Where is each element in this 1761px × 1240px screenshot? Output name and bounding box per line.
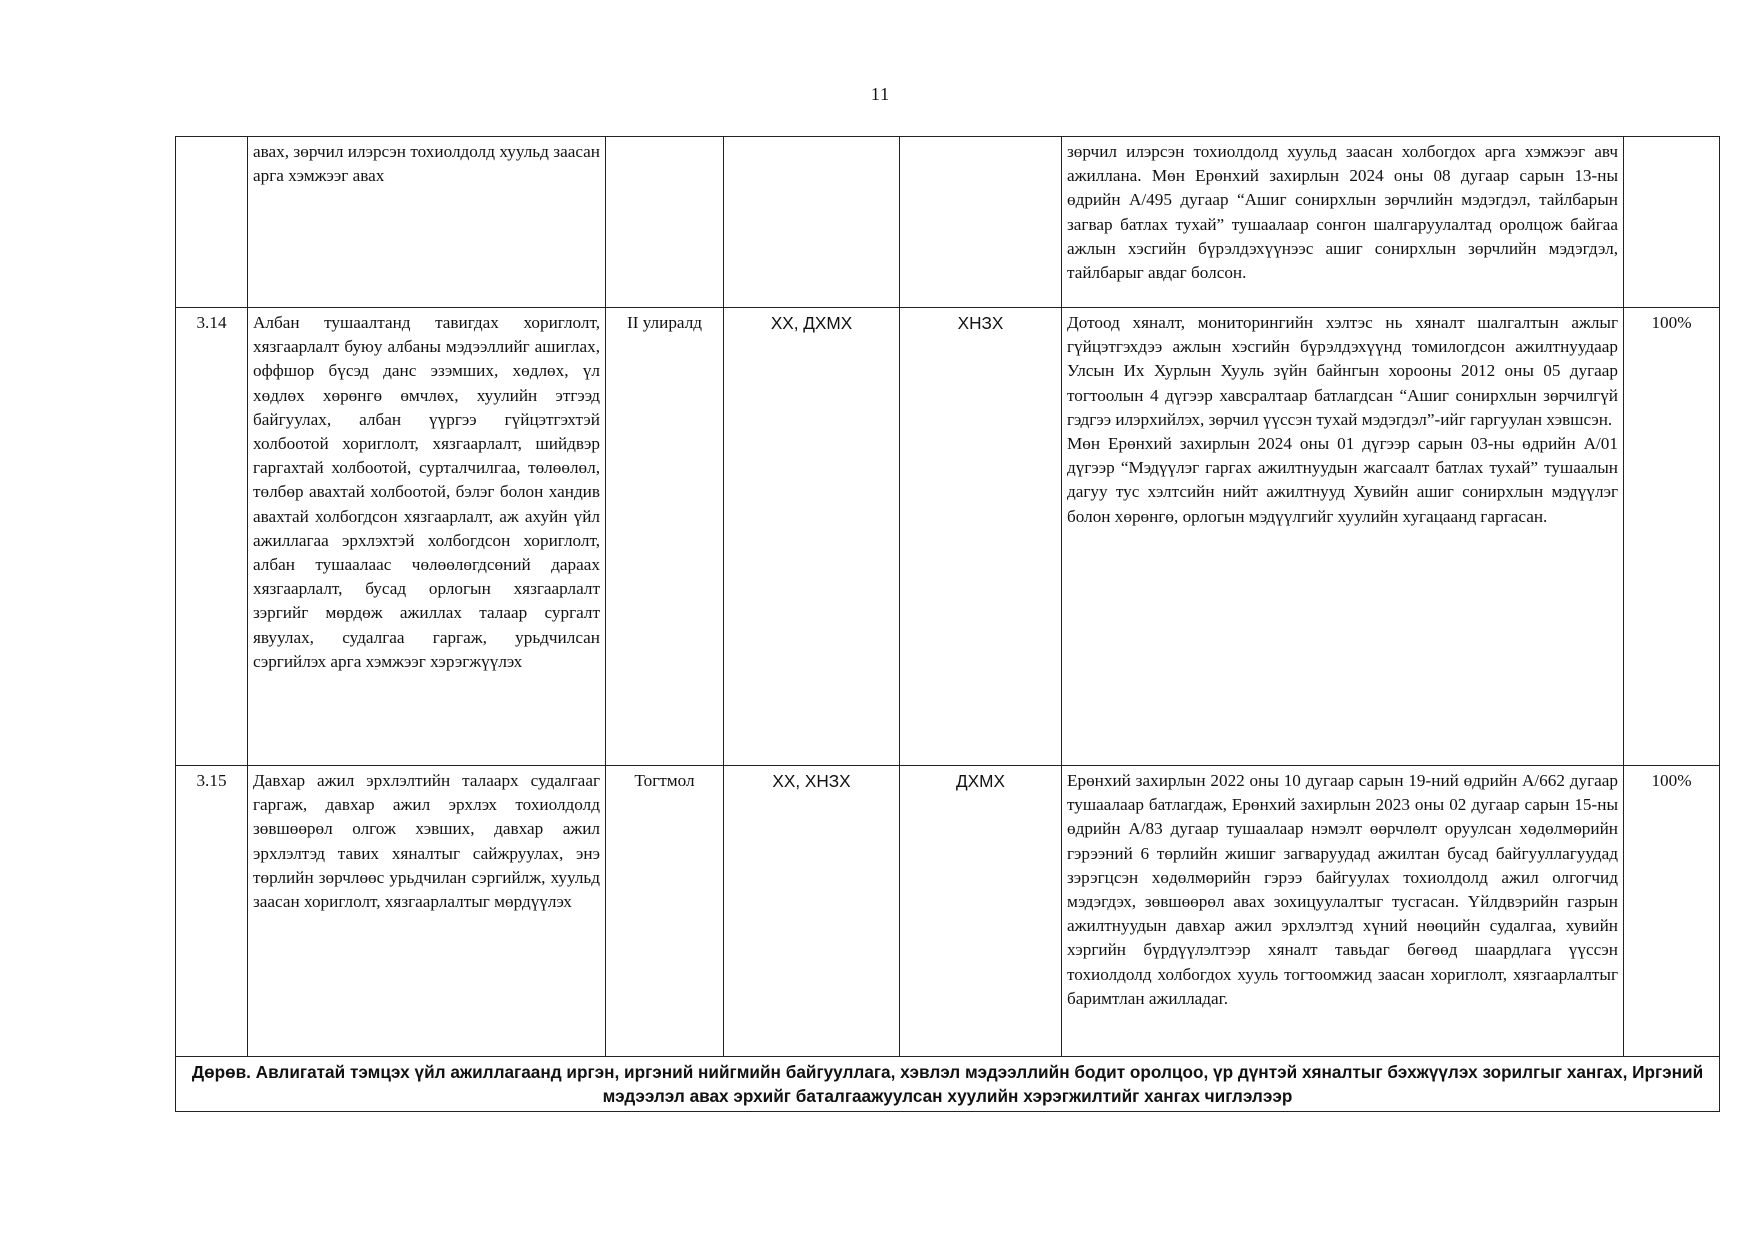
percent-cell: 100% bbox=[1624, 308, 1720, 766]
page-number: 11 bbox=[870, 84, 891, 104]
action-plan-table bbox=[175, 136, 1720, 1112]
percent-cell bbox=[1624, 137, 1720, 308]
period-cell: Тогтмол bbox=[606, 766, 724, 1057]
result-cell: Дотоод хяналт, мониторингийн хэлтэс нь хяналт шалгалтын ажлыг гүйцэтгэхдээ ажлын хэсгийн бүрэлдэхүүнд томилогдсон ажилтнуудаар Улсын Их Хурлын Хууль зүйн байнгын хорооны 2012 оны 05 дугаар тогтоолын 4 дүгээр хавсралтаар батлагдсан “Ашиг сонирхлын зөрчилгүй гэдгээ илэрхийлэх, зөрчил үүссэн тухай мэдэгдэл”-ийг гаргуулан хэвшсэн. Мөн Ерөнхий захирлын 2024 оны 01 дүгээр сарын 03-ны өдрийн А/01 дүгээр “Мэдүүлэг гаргах ажилтнуудын жагсаалт батлах тухай” тушаалын дагуу тус хэлтсийн нийт ажилтнууд Хувийн ашиг сонирхлын мэдүүлэг болон хөрөнгө, орлогын мэдүүлгийг хуулийн хугацаанд гаргасан. bbox=[1062, 308, 1624, 766]
table-row-3-14 bbox=[176, 308, 1720, 766]
result-cell: Ерөнхий захирлын 2022 оны 10 дугаар сарын 19-ний өдрийн А/662 дугаар тушаалаар батлагдаж, Ерөнхий захирлын 2023 оны 02 дугаар сарын 15-ны өдрийн А/83 дугаар тушаалаар нэмэлт өөрчлөлт оруулсан хөдөлмөрийн гэрээний 6 төрлийн жишиг загваруудад ажилтан бусад байгууллагуудад зэрэгцсэн хөдөлмөрийн гэрээ байгуулах тохиолдолд ажил олгогчид мэдэгдэх, зөвшөөрөл авах зохицуулалтыг тусгасан. Үйлдвэрийн газрын ажилтнуудын давхар ажил эрхлэлтэд хүний нөөцийн судалгаа, хувийн хэргийн бүрдүүлэлтээр хяналт тавьдаг бөгөөд шаардлага үүссэн тохиолдолд холбогдох хууль тогтоомжид заасан хориглолт, хязгаарлалтыг баримтлан ажилладаг. bbox=[1062, 766, 1624, 1057]
executor-cell bbox=[724, 137, 900, 308]
row-number: 3.15 bbox=[176, 766, 248, 1057]
executor-cell: ХХ, ХНЗХ bbox=[724, 766, 900, 1057]
table-row-continuation bbox=[176, 137, 1720, 308]
responsible-cell bbox=[900, 137, 1062, 308]
period-cell: II улиралд bbox=[606, 308, 724, 766]
measure-cell: авах, зөрчил илэрсэн тохиолдолд хуульд заасан арга хэмжээг авах bbox=[248, 137, 606, 308]
table-row-3-15 bbox=[176, 766, 1720, 1057]
responsible-cell: ХНЗХ bbox=[900, 308, 1062, 766]
executor-cell: ХХ, ДХМХ bbox=[724, 308, 900, 766]
measure-cell: Албан тушаалтанд тавигдах хориглолт, хязгаарлалт буюу албаны мэдээллийг ашиглах, оффшор бүсэд данс эзэмших, хөдлөх, үл хөдлөх хөрөнгө өмчлөх, хуулийн этгээд байгуулах, албан үүргээ гүйцэтгэхтэй холбоотой хориглолт, хязгаарлалт, шийдвэр гаргахтай холбоотой, сурталчилгаа, төлөөлөл, төлбөр авахтай холбоотой, бэлэг болон хандив авахтай холбогдсон хязгаарлалт, аж ахуйн үйл ажиллагаа эрхлэхтэй холбогдсон хориглолт, албан тушаалаас чөлөөлөгдсөний дараах хязгаарлалт, бусад орлогын хязгаарлалт зэргийг мөрдөж ажиллах талаар сургалт явуулах, судалгаа гаргаж, урьдчилсан сэргийлэх арга хэмжээг хэрэгжүүлэх bbox=[248, 308, 606, 766]
measure-cell: Давхар ажил эрхлэлтийн талаарх судалгааг гаргаж, давхар ажил эрхлэх тохиолдолд зөвшөөрөл олгож хэвших, давхар ажил эрхлэлтэд тавих хяналтыг сайжруулах, энэ төрлийн зөрчлөөс урьдчилан сэргийлж, хуульд заасан хориглолт, хязгаарлалтыг мөрдүүлэх bbox=[248, 766, 606, 1057]
period-cell bbox=[606, 137, 724, 308]
result-cell: зөрчил илэрсэн тохиолдолд хуульд заасан холбогдох арга хэмжээг авч ажиллана. Мөн Ерөнхий захирлын 2024 оны 08 дугаар сарын 13-ны өдрийн А/495 дугаар “Ашиг сонирхлын зөрчлийн мэдэгдэл, тайлбарын загвар батлах тухай” тушаалаар сонгон шалгаруулалтад оролцож байгаа ажлын хэсгийн бүрэлдэхүүнээс ашиг сонирхлын зөрчлийн мэдэгдэл, тайлбарыг авдаг болсон. bbox=[1062, 137, 1624, 308]
section-heading-row bbox=[176, 1057, 1720, 1112]
row-number bbox=[176, 137, 248, 308]
row-number: 3.14 bbox=[176, 308, 248, 766]
section-heading: Дөрөв. Авлигатай тэмцэх үйл ажиллагаанд иргэн, иргэний нийгмийн байгууллага, хэвлэл мэдээллийн бодит оролцоо, үр дүнтэй хяналтыг бэхжүүлэх зорилгыг хангах, Иргэний мэдээлэл авах эрхийг баталгаажуулсан хуулийн хэрэгжилтийг хангах чиглэлээр bbox=[176, 1057, 1720, 1112]
responsible-cell: ДХМХ bbox=[900, 766, 1062, 1057]
percent-cell: 100% bbox=[1624, 766, 1720, 1057]
